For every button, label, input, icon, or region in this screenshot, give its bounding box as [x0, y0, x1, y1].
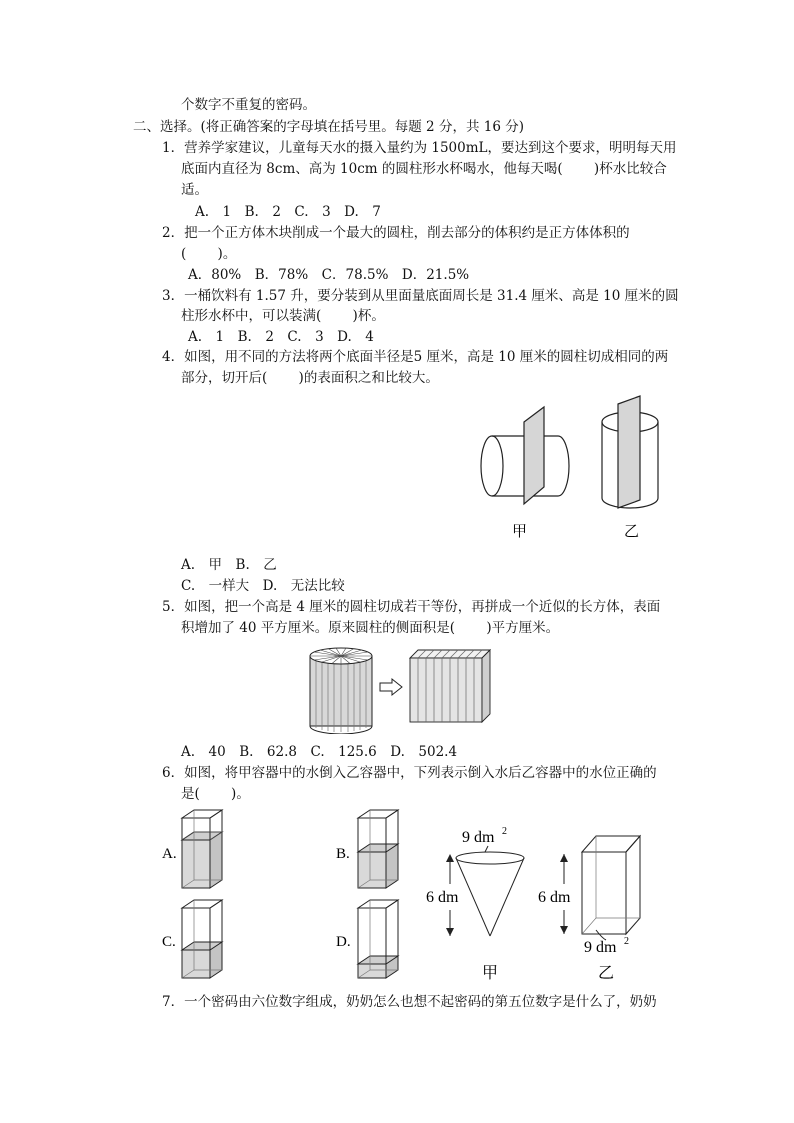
question-1-line: 1．营养学家建议，儿童每天水的摄入量约为 1500mL，要达到这个要求，明明每天用	[162, 140, 677, 156]
question-4-options: C. 一样大 D. 无法比较	[181, 578, 345, 594]
q6-option-d-label: D.	[336, 934, 351, 950]
question-4-line: 部分，切开后( )的表面积之和比较大。	[181, 370, 439, 386]
question-1-options: A. 1 B. 2 C. 3 D. 7	[195, 204, 381, 220]
q4-figure-svg	[470, 392, 690, 544]
question-1-line: 适。	[181, 182, 208, 198]
prism-caption: 乙	[598, 965, 615, 982]
q6-figure-svg	[160, 806, 660, 986]
text-line: 个数字不重复的密码。	[181, 97, 316, 113]
q6-cone-jia	[426, 826, 524, 982]
question-7-line: 7．一个密码由六位数字组成，奶奶怎么也想不起密码的第五位数字是什么了，奶奶	[162, 994, 657, 1010]
q6-prism-yi	[538, 836, 640, 982]
q6-option-b-label: B.	[336, 846, 350, 862]
q6-option-d-container	[358, 900, 398, 978]
cylinder-jia	[481, 407, 569, 504]
question-3-options: A. 1 B. 2 C. 3 D. 4	[188, 329, 374, 345]
question-3-line: 3．一桶饮料有 1.57 升，要分装到从里面量底面周长是 31.4 厘米、高是 10 厘米的圆	[162, 288, 679, 304]
question-5-line: 5．如图，把一个高是 4 厘米的圆柱切成若干等份，再拼成一个近似的长方体，表面	[162, 599, 661, 615]
rearranged-block	[410, 650, 490, 722]
cone-caption: 甲	[482, 965, 499, 982]
q6-option-c-container	[182, 900, 222, 978]
question-6-line: 是( )。	[181, 786, 250, 802]
question-3-line: 柱形水杯中，可以装满( )杯。	[181, 308, 385, 324]
q5-figure	[300, 642, 500, 738]
prism-area-label: 9 dm	[584, 939, 617, 956]
question-5-line: 积增加了 40 平方厘米。原来圆柱的侧面积是( )平方厘米。	[181, 620, 560, 636]
q6-figure	[160, 806, 660, 990]
cone-area-label: 9 dm	[462, 829, 495, 846]
prism-height-label: 6 dm	[538, 889, 571, 906]
q6-option-c-label: C.	[162, 934, 176, 950]
question-2-line: 2．把一个正方体木块削成一个最大的圆柱，削去部分的体积约是正方体体积的	[162, 225, 630, 241]
sliced-cylinder	[310, 648, 372, 734]
q5-figure-svg	[300, 642, 500, 734]
cone-height-label: 6 dm	[426, 889, 459, 906]
q4-label-yi: 乙	[624, 524, 640, 540]
question-5-options: A. 40 B. 62.8 C. 125.6 D. 502.4	[181, 744, 458, 760]
question-2-options: A．80% B．78% C．78.5% D．21.5%	[188, 267, 470, 283]
question-4-line: 4．如图，用不同的方法将两个底面半径是5 厘米，高是 10 厘米的圆柱切成相同的两	[162, 349, 669, 365]
prism-area-exponent: 2	[624, 936, 629, 947]
q6-option-a-container	[182, 810, 222, 888]
cylinder-yi	[602, 396, 658, 508]
question-4-options: A. 甲 B. 乙	[181, 557, 277, 573]
question-2-line: ( )。	[181, 246, 237, 262]
q6-option-b-container	[358, 810, 398, 888]
q6-option-a-label: A.	[162, 846, 177, 862]
arrow-right-icon	[380, 679, 402, 695]
section-heading: 二、选择。(将正确答案的字母填在括号里。每题 2 分，共 16 分)	[133, 119, 524, 135]
question-6-line: 6．如图，将甲容器中的水倒入乙容器中，下列表示倒入水后乙容器中的水位正确的	[162, 765, 657, 781]
q4-label-jia: 甲	[512, 524, 528, 540]
cone-area-exponent: 2	[502, 826, 507, 837]
question-1-line: 底面内直径为 8cm、高为 10cm 的圆柱形水杯喝水，他每天喝( )杯水比较合	[181, 161, 667, 177]
q4-figure	[470, 392, 690, 548]
